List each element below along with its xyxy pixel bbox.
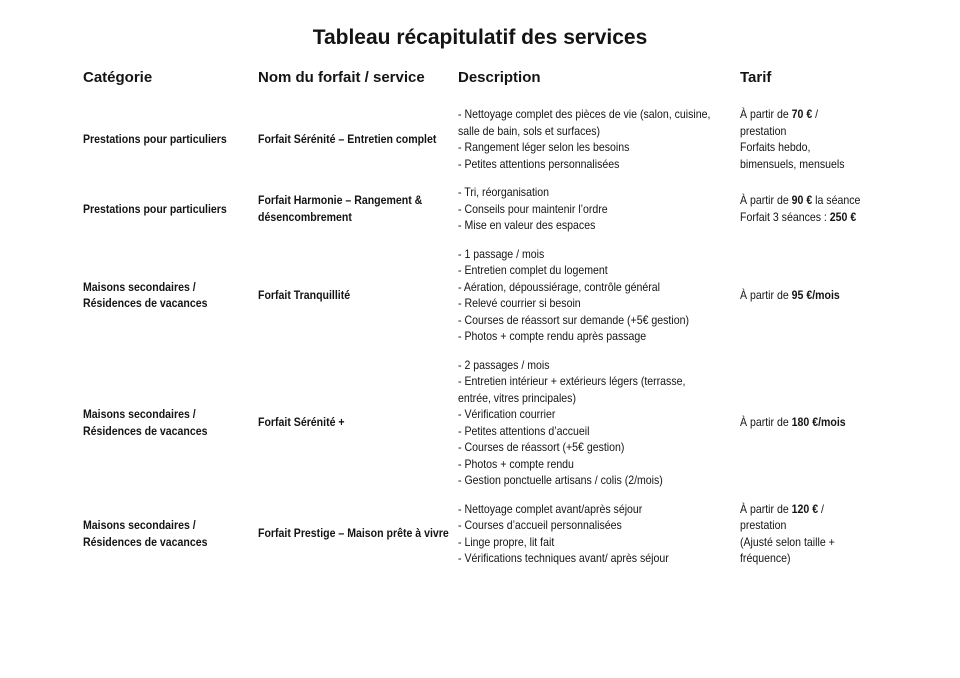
- tarif-cell: [740, 495, 880, 573]
- page-title: Tableau récapitulatif des services: [312, 26, 648, 49]
- text-segment: À partir de: [740, 287, 792, 302]
- text-line: [740, 139, 863, 156]
- text-line: - Linge propre, lit fait: [458, 534, 555, 549]
- text-line: - Nettoyage complet avant/après séjour: [458, 501, 643, 516]
- header-tarif: Tarif: [740, 69, 772, 86]
- category-cell: [83, 100, 258, 178]
- description-cell: [458, 351, 740, 495]
- table-row: [83, 178, 880, 240]
- description-cell: [458, 178, 740, 240]
- description-cell: [458, 240, 740, 351]
- text-line: - Entretien intérieur + extérieurs légers (terrasse,: [458, 374, 686, 388]
- text-line: [740, 550, 863, 567]
- text-segment: (Ajusté selon taille +: [740, 534, 835, 549]
- price-emphasis: 90 €: [791, 193, 813, 208]
- text-segment: À partir de: [740, 107, 792, 121]
- header-description: Description: [458, 69, 541, 86]
- text-segment: À partir de: [740, 415, 792, 430]
- category-cell: [83, 495, 258, 573]
- services-table: [83, 68, 880, 573]
- text-line: - Mise en valeur des espaces: [458, 218, 596, 232]
- text-line: - 1 passage / mois: [458, 246, 545, 261]
- text-line: - Courses de réassort (+5€ gestion): [458, 440, 625, 454]
- text-segment: prestation: [740, 123, 787, 138]
- text-line: Forfait Sérénité – Entretien complet: [258, 131, 437, 146]
- text-line: - Entretien complet du logement: [458, 263, 608, 277]
- text-line: [740, 192, 863, 209]
- tarif-cell: [740, 100, 880, 178]
- text-line: - Conseils pour maintenir l’ordre: [458, 201, 608, 216]
- text-segment: la séance: [812, 193, 861, 208]
- text-line: - Tri, réorganisation: [458, 185, 549, 199]
- tarif-cell: [740, 240, 880, 351]
- service-name-cell: [258, 351, 458, 495]
- text-line: - Courses de réassort sur demande (+5€ gestion): [458, 312, 689, 327]
- text-line: salle de bain, sols et surfaces): [458, 123, 601, 138]
- text-line: - Petites attentions personnalisées: [458, 156, 620, 171]
- tarif-cell: [740, 178, 880, 240]
- text-line: Maisons secondaires /: [83, 407, 196, 421]
- category-cell: [83, 178, 258, 240]
- text-line: - Aération, dépoussiérage, contrôle général: [458, 279, 660, 294]
- text-line: [740, 534, 863, 551]
- service-name-cell: [258, 100, 458, 178]
- price-emphasis: 95 €/mois: [791, 287, 840, 302]
- price-emphasis: 120 €: [791, 501, 819, 516]
- category-cell: [83, 351, 258, 495]
- text-line: [740, 106, 863, 123]
- service-name-cell: [258, 178, 458, 240]
- text-segment: /: [818, 501, 824, 516]
- text-line: - Gestion ponctuelle artisans / colis (2/mois): [458, 473, 663, 487]
- text-segment: prestation: [740, 518, 787, 532]
- text-line: - Courses d’accueil personnalisées: [458, 518, 622, 532]
- header-nom-du-forfait: Nom du forfait / service: [258, 69, 425, 86]
- category-cell: [83, 240, 258, 351]
- text-line: Forfait Tranquillité: [258, 287, 351, 302]
- text-line: désencombrement: [258, 209, 352, 224]
- text-line: - Relevé courrier si besoin: [458, 296, 581, 310]
- text-line: entrée, vitres principales): [458, 390, 576, 405]
- text-segment: fréquence): [740, 551, 791, 565]
- services-table-body: [83, 100, 880, 573]
- text-line: Résidences de vacances: [83, 423, 208, 438]
- text-line: Forfait Sérénité +: [258, 415, 345, 430]
- text-line: Résidences de vacances: [83, 534, 208, 549]
- text-line: [740, 156, 863, 173]
- text-line: - Rangement léger selon les besoins: [458, 140, 630, 154]
- text-line: [740, 501, 863, 518]
- table-row: [83, 100, 880, 178]
- service-name-cell: [258, 495, 458, 573]
- text-line: - Vérification courrier: [458, 407, 556, 421]
- text-segment: À partir de: [740, 193, 792, 208]
- text-line: - Photos + compte rendu: [458, 456, 574, 471]
- text-line: Prestations pour particuliers: [83, 201, 227, 216]
- text-line: Forfait Prestige – Maison prête à vivre: [258, 526, 449, 541]
- description-cell: [458, 495, 740, 573]
- table-row: [83, 240, 880, 351]
- text-line: Forfait Harmonie – Rangement &: [258, 193, 423, 208]
- text-segment: /: [812, 107, 819, 121]
- text-line: - Petites attentions d’accueil: [458, 423, 590, 438]
- header-categorie: Catégorie: [83, 69, 153, 86]
- price-emphasis: 250 €: [829, 209, 857, 224]
- text-line: Maisons secondaires /: [83, 518, 196, 532]
- text-segment: Forfait 3 séances :: [740, 209, 830, 224]
- table-row: [83, 351, 880, 495]
- text-segment: À partir de: [740, 501, 792, 516]
- text-line: Résidences de vacances: [83, 296, 208, 310]
- text-segment: Forfaits hebdo,: [740, 140, 811, 154]
- service-name-cell: [258, 240, 458, 351]
- description-cell: [458, 100, 740, 178]
- table-row: [83, 495, 880, 573]
- text-line: [740, 123, 863, 140]
- price-emphasis: 70 €: [791, 107, 813, 121]
- text-line: - Vérifications techniques avant/ après séjour: [458, 551, 669, 565]
- text-line: Prestations pour particuliers: [83, 131, 227, 146]
- text-line: - Nettoyage complet des pièces de vie (salon, cuisine,: [458, 107, 711, 121]
- text-line: [740, 287, 863, 304]
- tarif-cell: [740, 351, 880, 495]
- price-emphasis: 180 €/mois: [791, 415, 846, 430]
- text-line: [740, 209, 863, 226]
- table-header-row: [83, 68, 880, 100]
- text-line: - Photos + compte rendu après passage: [458, 329, 647, 343]
- text-line: [740, 414, 863, 431]
- text-line: Maisons secondaires /: [83, 279, 196, 294]
- text-line: [740, 517, 863, 534]
- text-line: - 2 passages / mois: [458, 357, 550, 372]
- text-segment: bimensuels, mensuels: [740, 156, 845, 171]
